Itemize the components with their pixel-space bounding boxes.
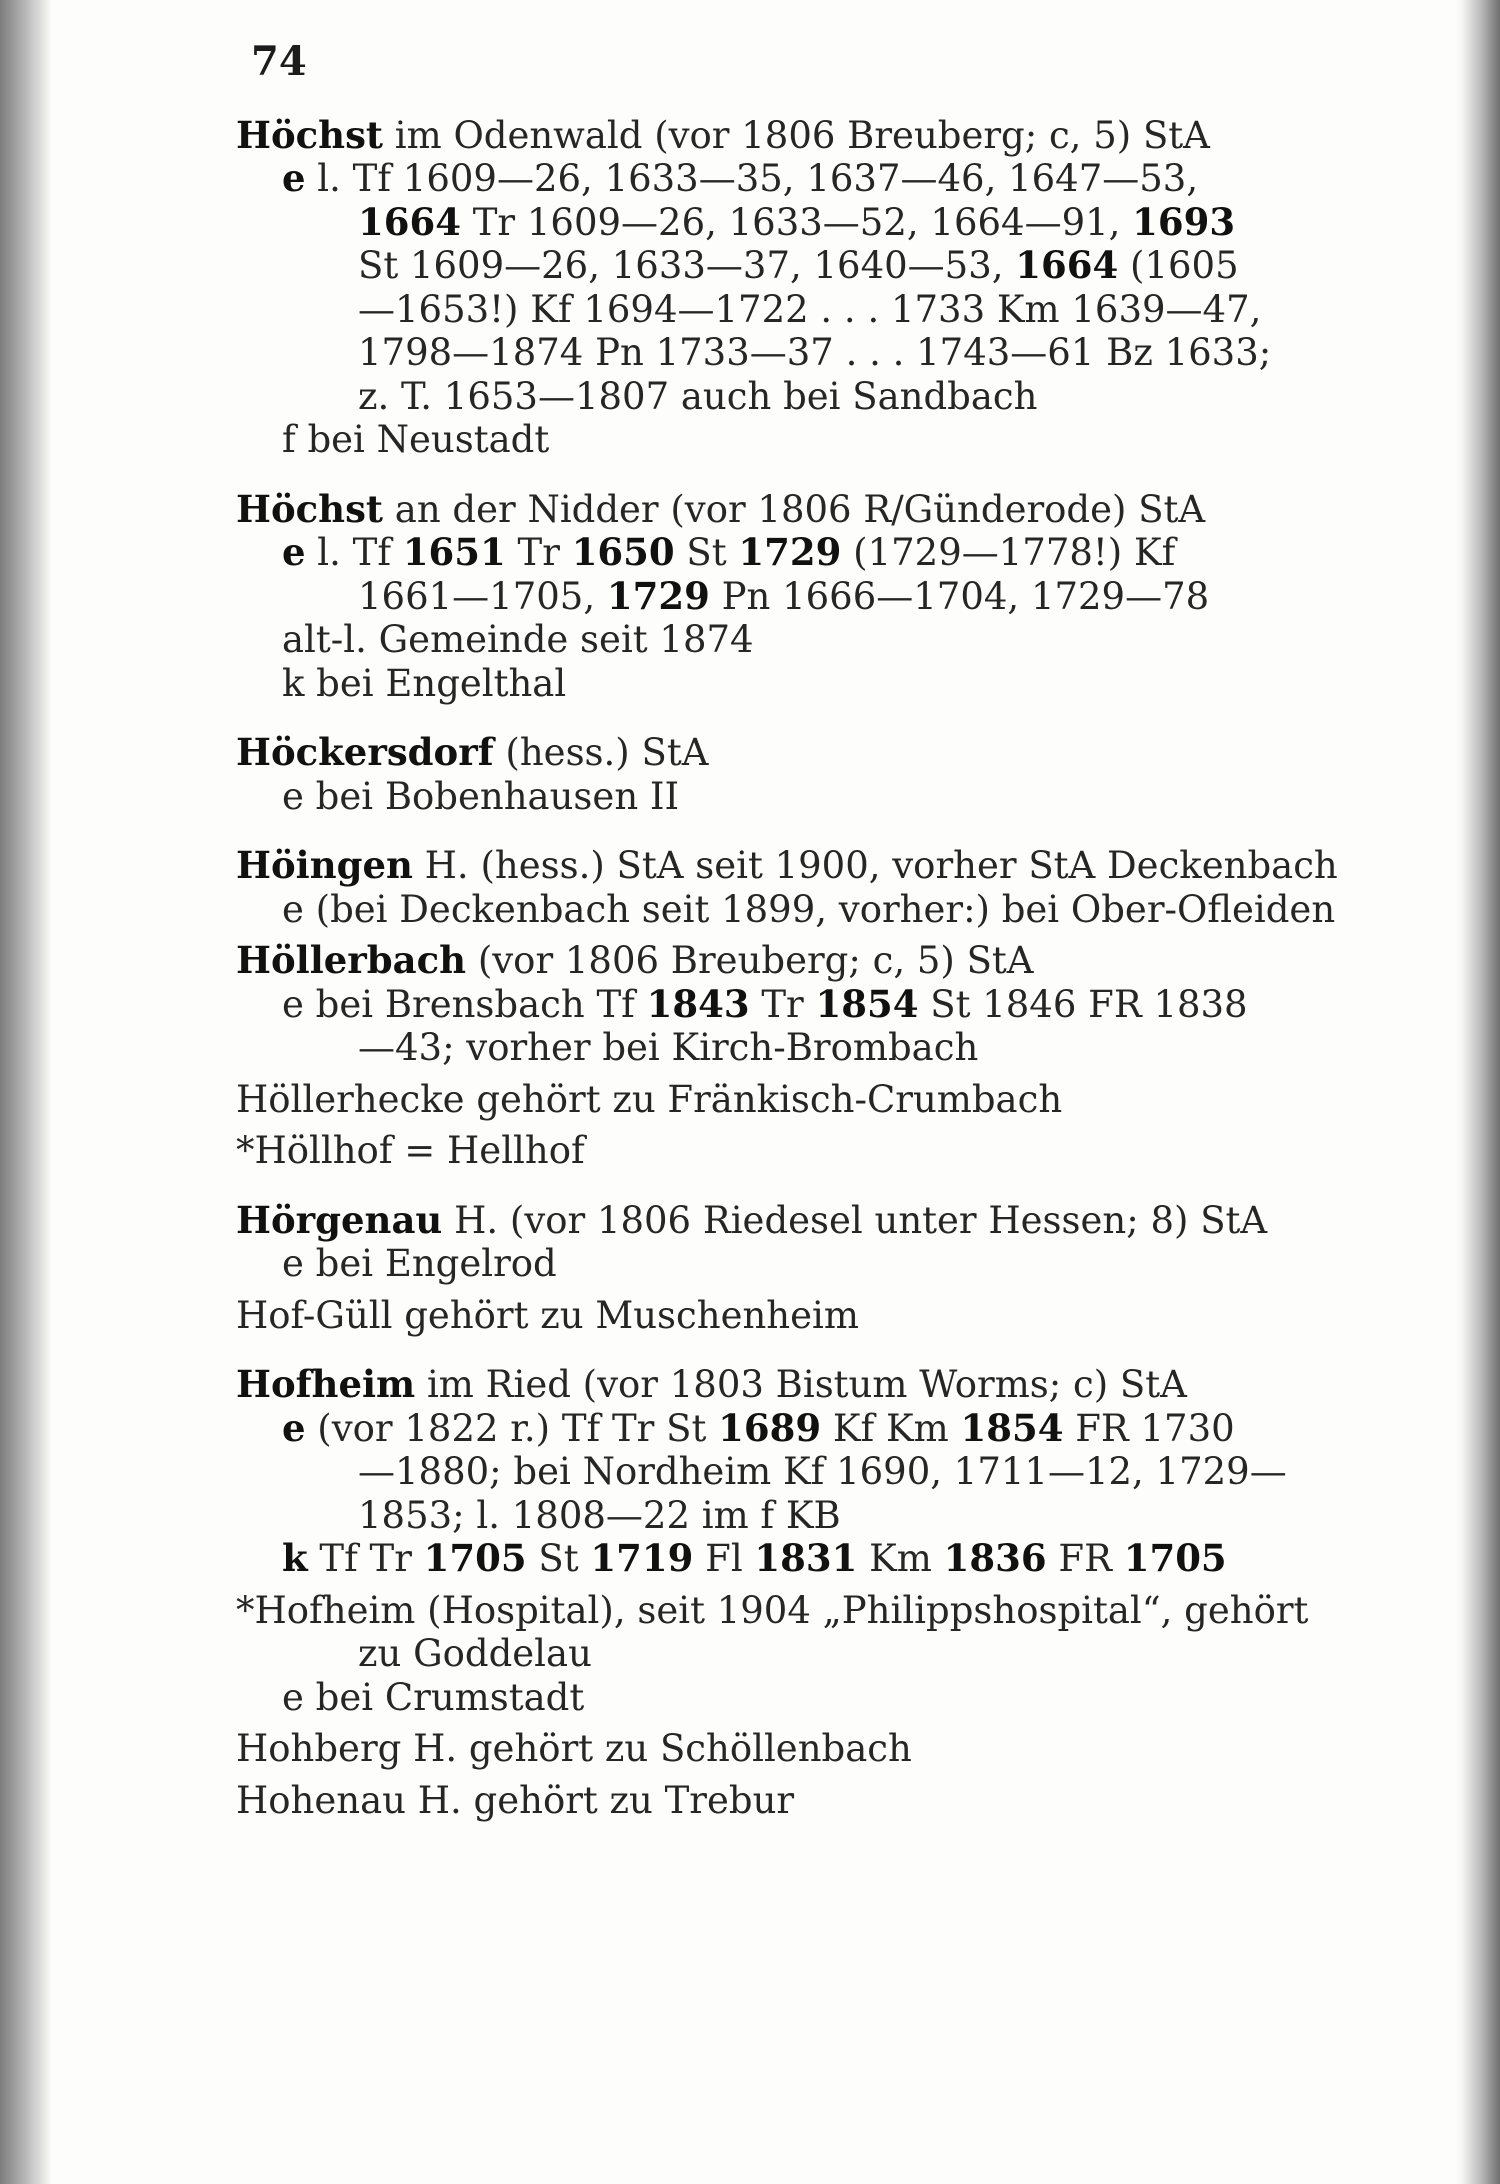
entry-text: 1719 <box>590 1536 694 1580</box>
entry-line <box>236 1078 1336 1122</box>
entry-text: e <box>282 1405 306 1450</box>
entry-line <box>236 331 1336 375</box>
entry-line <box>236 531 1336 575</box>
entry-text: (1729—1778!) Kf <box>841 531 1176 574</box>
entry-line <box>236 662 1336 706</box>
entry-text: e bei Bobenhausen II <box>282 774 680 818</box>
entry-line <box>236 1129 1336 1173</box>
entry-line <box>236 288 1336 332</box>
gazetteer-entry <box>236 1779 1336 1823</box>
entry-line <box>236 1199 1336 1243</box>
entry-line <box>236 488 1336 532</box>
entry-text: 1650 <box>571 530 675 574</box>
entry-text: e bei Engelrod <box>282 1242 557 1285</box>
gazetteer-entry <box>236 1129 1336 1173</box>
page-edge-shadow <box>1456 0 1500 2184</box>
entry-text: 1705 <box>1123 1536 1227 1580</box>
entry-text: Km <box>857 1537 944 1580</box>
entry-text: zu Goddelau <box>358 1632 592 1675</box>
entry-text: 1836 <box>943 1536 1047 1580</box>
entry-text: an der Nidder (vor 1806 R/Günderode) StA <box>383 487 1206 531</box>
entry-text: 1798—1874 Pn 1733—37 . . . 1743—61 Bz 1633; <box>358 331 1272 374</box>
entry-line <box>236 1494 1336 1538</box>
entry-line <box>236 1632 1336 1676</box>
entry-heading: Höllerbach <box>236 938 467 982</box>
gazetteer-entry <box>236 844 1336 931</box>
entry-text: Hohberg H. gehört zu Schöllenbach <box>236 1727 912 1770</box>
entry-text: k <box>282 1536 308 1580</box>
entry-text: l. Tf 1609—26, 1633—35, 1637—46, 1647—53, <box>305 157 1199 200</box>
entry-text: 1664 <box>1015 243 1119 287</box>
entry-text: e <box>282 156 306 200</box>
gazetteer-entry <box>236 114 1336 462</box>
entry-line <box>236 575 1336 619</box>
entry-line <box>236 1537 1336 1581</box>
entry-text: FR <box>1046 1537 1124 1580</box>
gazetteer-entry <box>236 731 1336 818</box>
entry-line <box>236 244 1336 288</box>
entry-line <box>236 1242 1336 1286</box>
entry-line <box>236 1589 1336 1633</box>
entry-text: 1831 <box>754 1536 858 1580</box>
gazetteer-entry <box>236 939 1336 1070</box>
entry-text: St <box>674 531 739 574</box>
entry-text: Hohenau H. gehört zu Trebur <box>236 1778 795 1822</box>
entry-line <box>236 844 1336 888</box>
entry-text: Tr 1609—26, 1633—52, 1664—91, <box>460 200 1133 244</box>
gazetteer-entry <box>236 488 1336 706</box>
entry-heading: Höchst <box>236 486 383 531</box>
entry-heading: Höckersdorf <box>236 730 494 774</box>
entry-text: (vor 1822 r.) Tf Tr St <box>305 1406 719 1450</box>
entry-heading: Höchst <box>236 112 383 157</box>
entry-text: *Höllhof = Hellhof <box>236 1129 585 1172</box>
entry-text: z. T. 1653—1807 auch bei Sandbach <box>358 374 1038 418</box>
entry-line <box>236 983 1336 1027</box>
gazetteer-entry <box>236 1294 1336 1338</box>
entry-heading: Höingen <box>236 843 413 887</box>
entry-text: Kf Km <box>821 1406 961 1450</box>
entry-text: Fl <box>693 1537 755 1580</box>
entry-line <box>236 618 1336 662</box>
entry-text: Tf Tr <box>307 1537 424 1580</box>
entry-text: (hess.) StA <box>493 731 709 774</box>
entry-text: f bei Neustadt <box>282 418 550 461</box>
entry-text: 1729 <box>606 573 710 618</box>
entry-text: Pn 1666—1704, 1729—78 <box>709 574 1210 618</box>
gazetteer-entry <box>236 1199 1336 1286</box>
gazetteer-entry <box>236 1589 1336 1720</box>
page-text <box>236 40 1336 1830</box>
entry-text: Tr <box>749 982 816 1026</box>
entry-text: 1843 <box>646 981 750 1026</box>
entry-text: St <box>526 1537 591 1580</box>
entry-line <box>236 939 1336 983</box>
entry-heading: Hörgenau <box>236 1197 443 1242</box>
entry-text: 1854 <box>815 981 919 1026</box>
book-spine-shadow <box>0 0 52 2184</box>
entry-text: 1664 <box>358 199 461 244</box>
entry-text: Tr <box>505 531 572 574</box>
entry-line <box>236 1026 1336 1070</box>
entry-line <box>236 1779 1336 1823</box>
entry-text: 1651 <box>402 530 506 574</box>
entry-text: 1693 <box>1132 199 1236 244</box>
page-number: 74 <box>251 38 307 85</box>
entry-text: —43; vorher bei Kirch-Brombach <box>358 1026 979 1069</box>
entry-text: —1880; bei Nordheim Kf 1690, 1711—12, 1729— <box>358 1450 1287 1493</box>
entry-text: e <box>282 530 306 574</box>
entry-line <box>236 1363 1336 1407</box>
entry-text: im Ried (vor 1803 Bistum Worms; c) StA <box>415 1363 1187 1406</box>
entry-line <box>236 114 1336 158</box>
entry-text: e (bei Deckenbach seit 1899, vorher:) bei Ober-Ofleiden <box>282 887 1336 931</box>
entry-text: 1705 <box>423 1536 527 1580</box>
entry-text: e bei Brensbach Tf <box>282 982 647 1026</box>
entry-line <box>236 731 1336 775</box>
entry-line <box>236 375 1336 419</box>
gazetteer-entries <box>236 114 1336 1823</box>
entry-text: *Hofheim (Hospital), seit 1904 „Philippshospital“, gehört <box>236 1588 1309 1632</box>
gazetteer-entry <box>236 1363 1336 1581</box>
entry-line <box>236 1676 1336 1720</box>
entry-line <box>236 418 1336 462</box>
entry-line <box>236 1450 1336 1494</box>
entry-text: —1653!) Kf 1694—1722 . . . 1733 Km 1639—47, <box>358 287 1262 331</box>
entry-text: (vor 1806 Breuberg; c, 5) StA <box>466 939 1034 982</box>
entry-text: Höllerhecke gehört zu Fränkisch-Crumbach <box>236 1077 1063 1121</box>
entry-text: k bei Engelthal <box>282 661 567 705</box>
entry-text: (1605 <box>1118 244 1239 287</box>
entry-line <box>236 888 1336 932</box>
entry-line <box>236 1294 1336 1338</box>
entry-text: 1729 <box>738 530 842 574</box>
entry-text: St 1846 FR 1838 <box>918 982 1248 1026</box>
entry-line <box>236 775 1336 819</box>
entry-text: e bei Crumstadt <box>282 1675 585 1719</box>
entry-text: 1854 <box>960 1405 1064 1450</box>
entry-heading: Hofheim <box>236 1362 416 1406</box>
entry-text: FR 1730 <box>1063 1406 1235 1450</box>
entry-text: alt-l. Gemeinde seit 1874 <box>282 618 754 661</box>
entry-line <box>236 1407 1336 1451</box>
entry-text: H. (hess.) StA seit 1900, vorher StA Deckenbach <box>412 844 1338 887</box>
entry-text: 1853; l. 1808—22 im f KB <box>358 1493 841 1537</box>
entry-text: St 1609—26, 1633—37, 1640—53, <box>358 244 1016 287</box>
entry-text: H. (vor 1806 Riedesel unter Hessen; 8) StA <box>442 1198 1268 1242</box>
entry-line <box>236 157 1336 201</box>
entry-text: l. Tf <box>305 531 403 574</box>
gazetteer-entry <box>236 1078 1336 1122</box>
entry-text: Hof-Güll gehört zu Muschenheim <box>236 1293 859 1337</box>
entry-text: 1661—1705, <box>358 574 607 618</box>
entry-line <box>236 201 1336 245</box>
entry-text: im Odenwald (vor 1806 Breuberg; c, 5) StA <box>383 113 1210 157</box>
entry-line <box>236 1727 1336 1771</box>
gazetteer-entry <box>236 1727 1336 1771</box>
entry-text: 1689 <box>718 1405 822 1450</box>
